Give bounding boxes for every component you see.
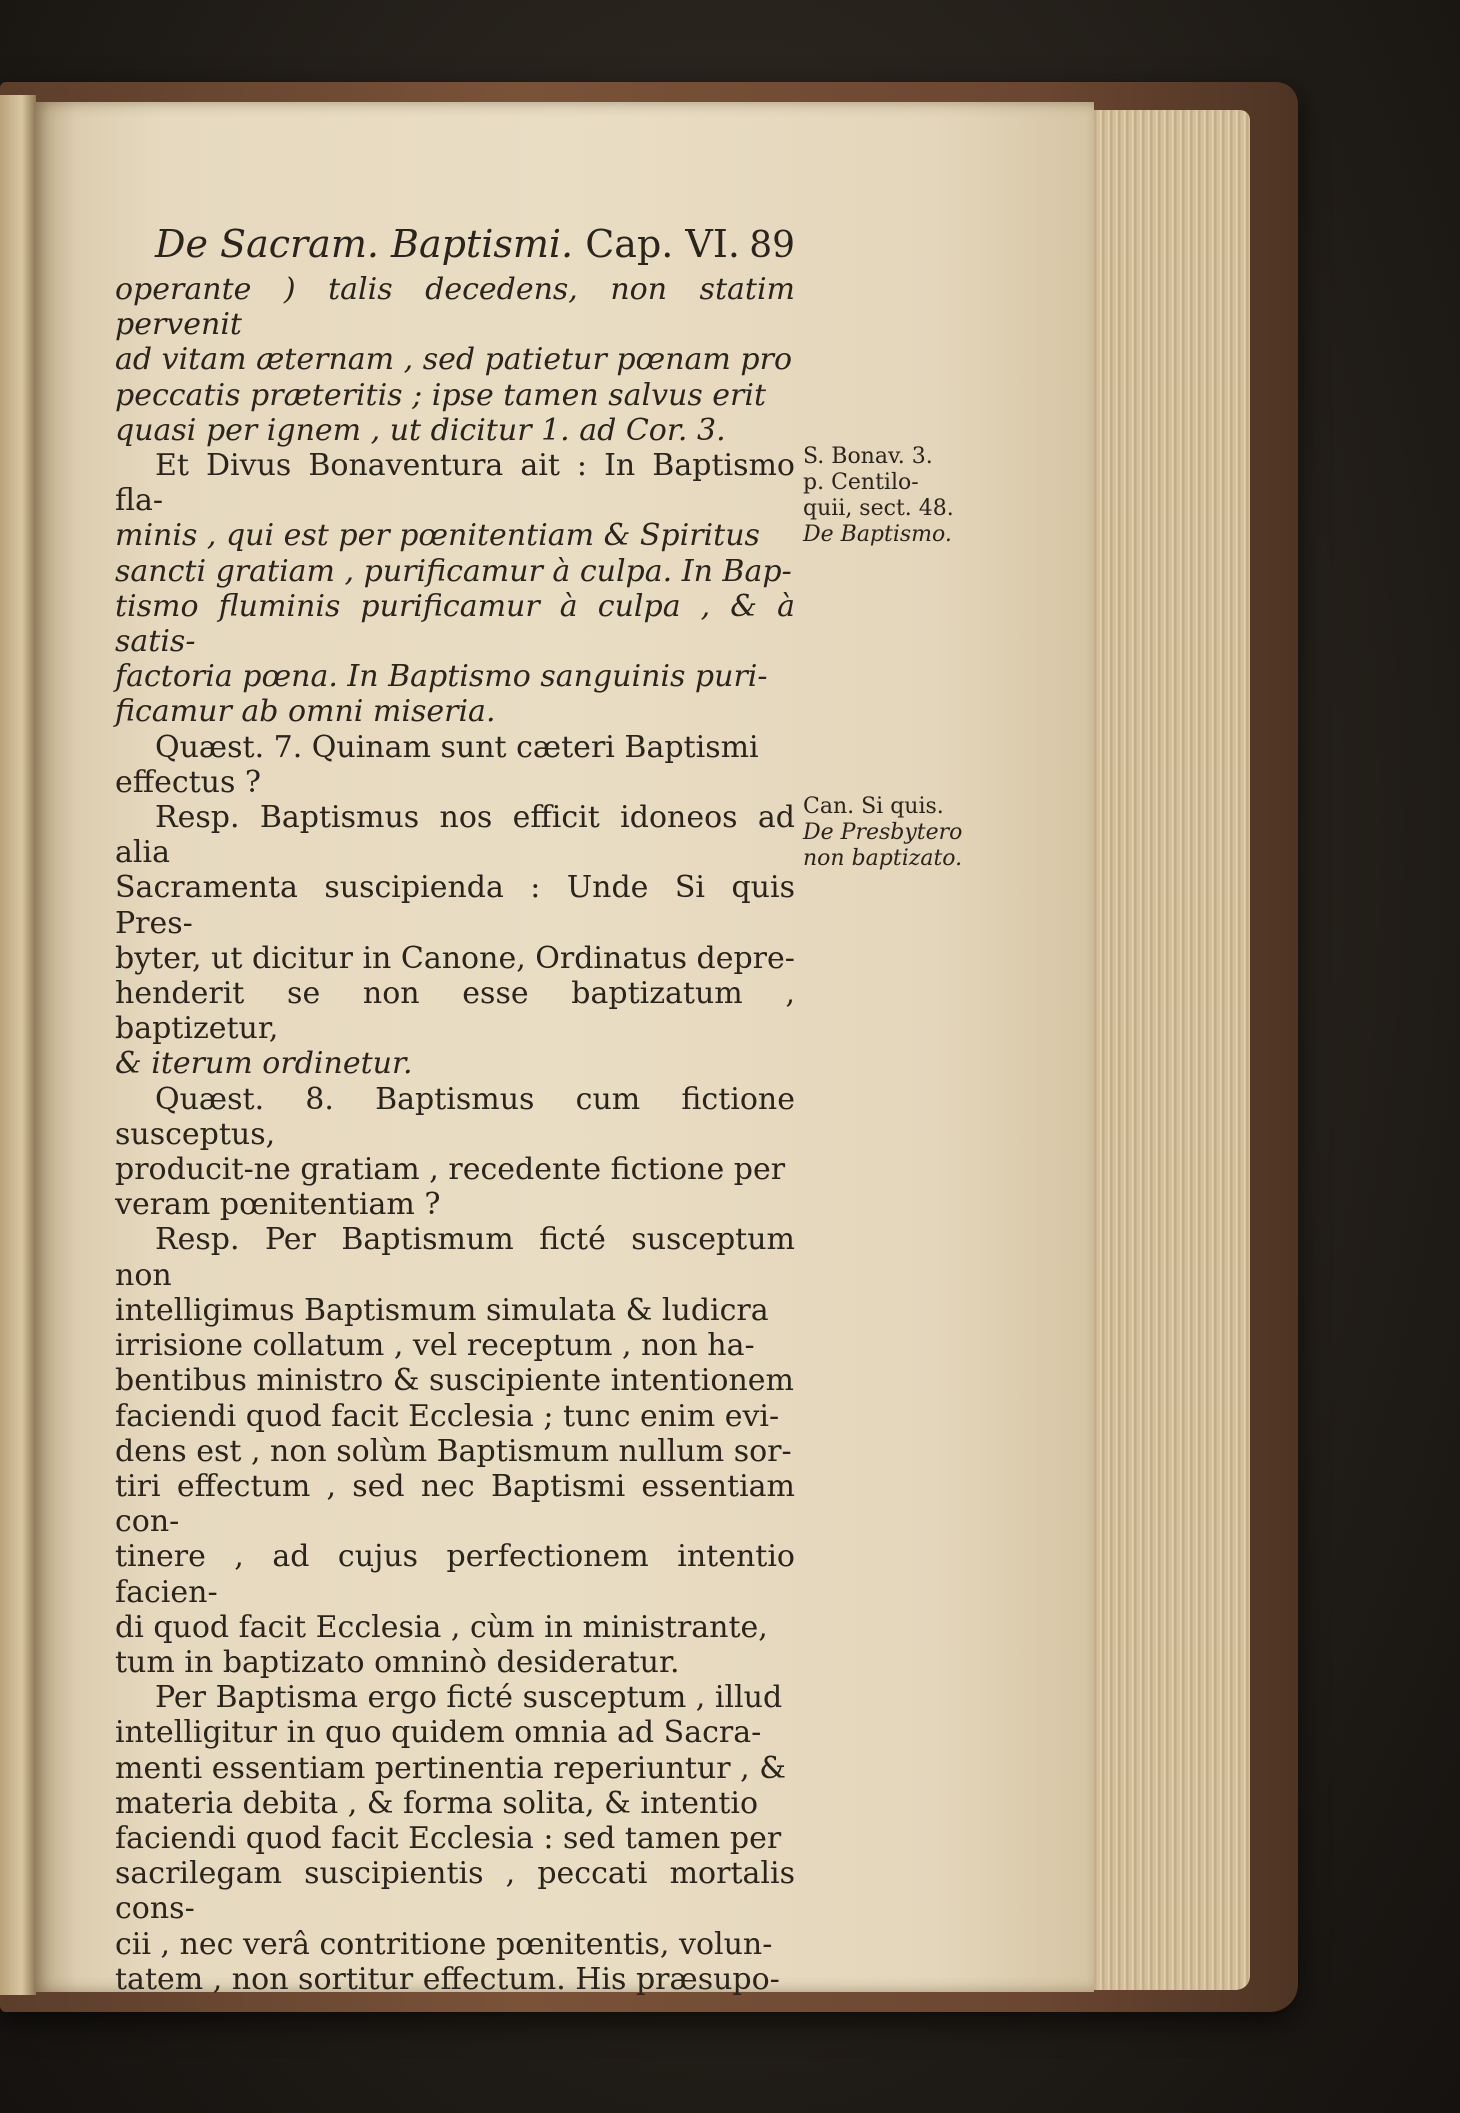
page-number: 89: [749, 225, 795, 266]
text-line: Et Divus Bonaventura ait : In Baptismo fla-: [115, 448, 795, 519]
text-line: tiri effectum , sed nec Baptismi essentiam con-: [115, 1468, 795, 1540]
text-line: bentibus ministro & suscipiente intentionem: [115, 1363, 794, 1399]
text-line: factoria pœna. In Baptismo sanguinis puri-: [115, 659, 768, 695]
text-line: ficamur ab omni miseria.: [115, 694, 496, 730]
text-line: faciendi quod facit Ecclesia ; tunc enim evi-: [115, 1398, 780, 1434]
text-line: Resp. Per Baptismum ficté susceptum non: [115, 1222, 795, 1293]
text-line: peccatis præteritis ; ipse tamen salvus erit: [115, 377, 767, 413]
text-line: faciendi quod facit Ecclesia : sed tamen per: [115, 1820, 782, 1856]
text-line: Resp. Baptismus nos efficit idoneos ad alia: [115, 800, 795, 871]
text-line: dens est , non solùm Baptismum nullum sor-: [115, 1433, 792, 1469]
text-line: quasi per ignem , ut dicitur 1. ad Cor. 3.: [115, 412, 726, 448]
text-line: operante ) talis decedens, non statim pervenit: [115, 272, 795, 343]
text-line: Sacramenta suscipienda : Unde Si quis Pres-: [115, 870, 795, 941]
body-text: [115, 272, 795, 1997]
margin-note-bonaventura: [803, 444, 993, 548]
text-line: veram pœnitentiam ?: [115, 1187, 441, 1223]
text-line: cii , nec verâ contritione pœnitentis, volun-: [115, 1926, 773, 1962]
text-line: & iterum ordinetur.: [115, 1046, 413, 1082]
text-line: materia debita , & forma solita, & intentio: [115, 1785, 759, 1821]
running-header: [155, 222, 795, 266]
text-line: byter, ut dicitur in Canone, Ordinatus depre-: [115, 940, 795, 976]
margin-note-line: De Presbytero: [803, 820, 963, 845]
text-line: Quæst. 7. Quinam sunt cæteri Baptismi: [155, 729, 759, 765]
text-line: ad vitam æternam , sed patietur pœnam pro: [115, 342, 793, 378]
text-line: sacrilegam suscipientis , peccati mortalis cons-: [115, 1856, 795, 1927]
margin-note-line: S. Bonav. 3.: [803, 444, 933, 469]
margin-note-line: quii, sect. 48.: [803, 496, 954, 521]
text-line: minis , qui est per pœnitentiam & Spiritus: [115, 518, 760, 554]
text-line: di quod facit Ecclesia , cùm in ministrante,: [115, 1609, 768, 1645]
margin-note-line: p. Centilo-: [803, 470, 919, 495]
text-line: sancti gratiam , purificamur à culpa. In Bap-: [115, 553, 792, 589]
margin-note-line: Can. Si quis.: [803, 794, 944, 819]
left-page-edge: [0, 95, 36, 1995]
text-line: tatem , non sortitur effectum. His præsupo-: [115, 1961, 780, 1997]
text-line: menti essentiam pertinentia reperiuntur , &: [115, 1750, 786, 1786]
margin-note-line: De Baptismo.: [803, 522, 952, 547]
text-line: Quæst. 8. Baptismus cum fictione susceptus,: [115, 1081, 795, 1152]
margin-note-canon: [803, 794, 993, 872]
text-line: intelligimus Baptismum simulata & ludicra: [115, 1292, 769, 1328]
text-line: tismo fluminis purificamur à culpa , & à satis-: [115, 588, 795, 660]
running-title: De Sacram. Baptismi. Cap. VI.: [155, 222, 740, 266]
page-edges: [1090, 110, 1250, 1990]
text-line: effectus ?: [115, 764, 262, 800]
text-line: henderit se non esse baptizatum , baptizetur,: [115, 976, 795, 1047]
text-line: intelligitur in quo quidem omnia ad Sacra-: [115, 1715, 762, 1751]
text-line: tinere , ad cujus perfectionem intentio facien-: [115, 1539, 795, 1610]
text-line: Per Baptisma ergo ficté susceptum , illud: [155, 1680, 783, 1716]
text-line: irrisione collatum , vel receptum , non ha-: [115, 1328, 755, 1364]
text-line: tum in baptizato omninò desideratur.: [115, 1644, 680, 1680]
text-line: producit-ne gratiam , recedente fictione per: [115, 1152, 786, 1188]
margin-note-line: non baptizato.: [803, 846, 963, 871]
